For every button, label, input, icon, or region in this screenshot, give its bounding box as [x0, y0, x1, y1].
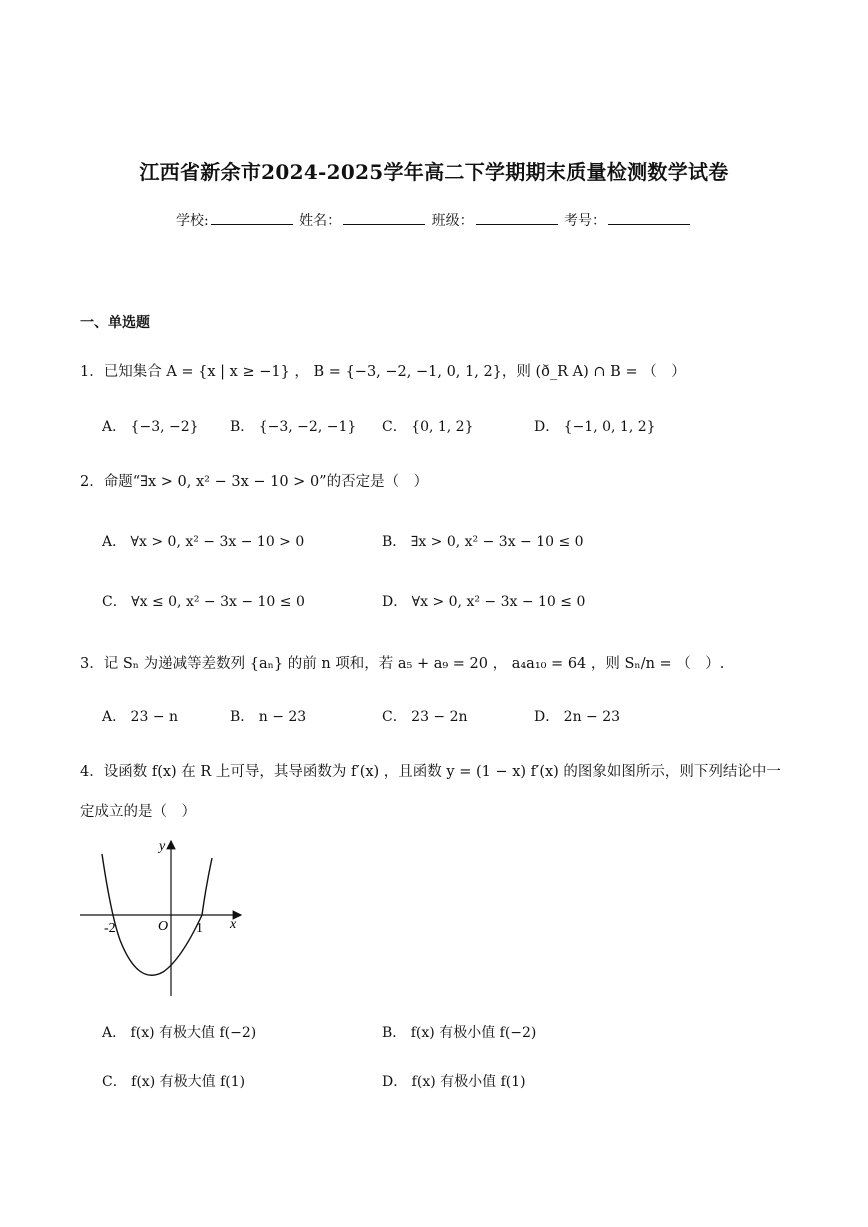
question-4-stem-line1: 4．设函数 f(x) 在 R 上可导，其导函数为 f′(x) ，且函数 y = (1 − x) f′(x) 的图象如图所示，则下列结论中一 — [80, 764, 781, 780]
tick-label-left: -2 — [104, 921, 116, 936]
class-label: 班级： — [431, 213, 474, 229]
section-title: 一、单选题 — [80, 315, 150, 331]
question-1-option-b[interactable]: B． {−3, −2, −1} — [230, 419, 357, 435]
question-4-option-d[interactable]: D． f(x) 有极小值 f(1) — [382, 1074, 526, 1090]
question-2-option-a[interactable]: A． ∀x > 0, x² − 3x − 10 > 0 — [102, 534, 305, 550]
question-4-stem-line2: 定成立的是（ ） — [80, 804, 196, 820]
question-2-option-b[interactable]: B． ∃x > 0, x² − 3x − 10 ≤ 0 — [382, 534, 584, 550]
question-1-option-a[interactable]: A． {−3, −2} — [102, 419, 199, 435]
school-label: 学校: — [175, 213, 209, 229]
question-4-option-b[interactable]: B． f(x) 有极小值 f(−2) — [382, 1025, 537, 1041]
question-3-option-b[interactable]: B． n − 23 — [230, 709, 307, 725]
school-blank[interactable] — [211, 210, 293, 225]
question-3-option-c[interactable]: C． 23 − 2n — [382, 709, 468, 725]
page-title: 江西省新余市2024-2025学年高二下学期期末质量检测数学试卷 — [139, 160, 729, 184]
question-1-stem: 1．已知集合 A = {x | x ≥ −1} ， B = {−3, −2, −1, 0, 1, 2}，则 (ð_R A) ∩ B = （ ） — [80, 364, 686, 380]
question-2-option-c[interactable]: C． ∀x ≤ 0, x² − 3x − 10 ≤ 0 — [102, 594, 305, 610]
question-3-stem: 3．记 Sₙ 为递减等差数列 {aₙ} 的前 n 项和，若 a₅ + a₉ = 20 ， a₄a₁₀ = 64 ，则 Sₙ/n = （ ）. — [80, 656, 725, 672]
question-3-option-d[interactable]: D． 2n − 23 — [534, 709, 621, 725]
y-axis-label: y — [159, 839, 166, 854]
exam-no-blank[interactable] — [608, 210, 690, 225]
question-4-option-c[interactable]: C． f(x) 有极大值 f(1) — [102, 1074, 246, 1090]
student-info-line — [0, 210, 868, 230]
name-label: 姓名： — [299, 213, 342, 229]
name-blank[interactable] — [343, 210, 425, 225]
question-1-option-c[interactable]: C． {0, 1, 2} — [382, 419, 474, 435]
question-1-option-d[interactable]: D． {−1, 0, 1, 2} — [534, 419, 656, 435]
x-axis-label: x — [230, 917, 237, 932]
exam-no-label: 考号： — [564, 213, 607, 229]
question-2-stem: 2．命题“∃x > 0, x² − 3x − 10 > 0”的否定是（ ） — [80, 474, 429, 490]
class-blank[interactable] — [476, 210, 558, 225]
tick-label-right: 1 — [196, 921, 203, 936]
question-4-graph — [78, 836, 253, 1001]
question-3-option-a[interactable]: A． 23 − n — [102, 709, 179, 725]
origin-label: O — [158, 919, 169, 934]
question-2-option-d[interactable]: D． ∀x > 0, x² − 3x − 10 ≤ 0 — [382, 594, 586, 610]
question-4-option-a[interactable]: A． f(x) 有极大值 f(−2) — [102, 1025, 257, 1041]
